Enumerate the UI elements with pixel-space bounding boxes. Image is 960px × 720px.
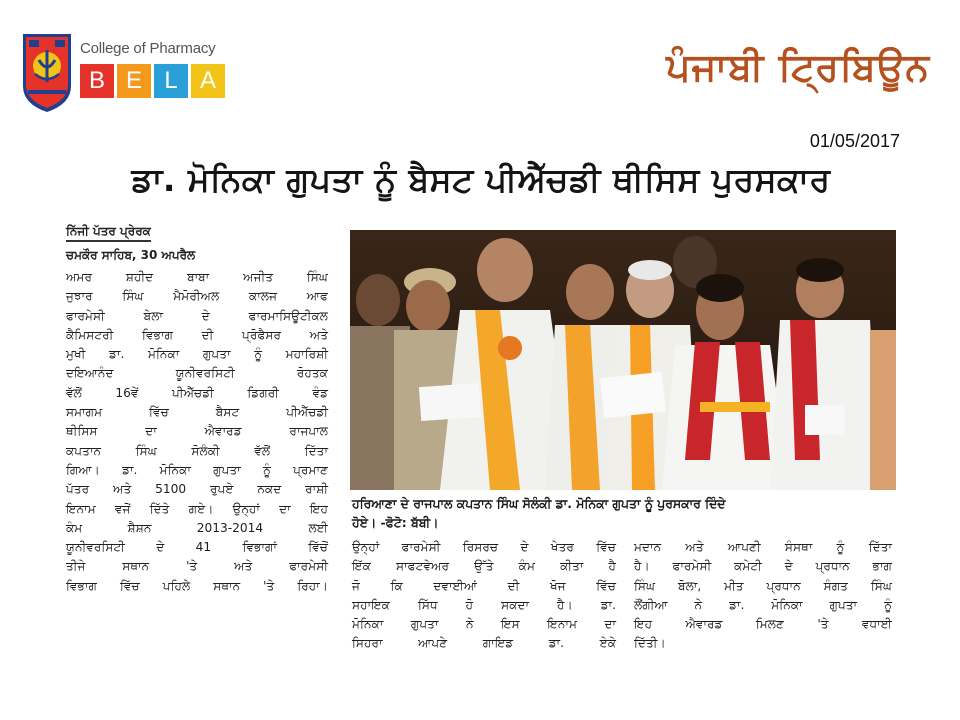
text-line: ਕਪਤਾਨ ਸਿੰਘ ਸੋਲੰਕੀ ਵੱਲੋਂ ਦਿੱਤਾ: [66, 443, 328, 458]
article-column-2: [352, 538, 616, 654]
text-line: ਸਹਾਇਕ ਸਿੱਧ ਹੋ ਸਕਦਾ ਹੈ। ਡਾ.: [352, 597, 616, 612]
text-line: ਪੱਤਰ ਅਤੇ 5100 ਰੁਪਏ ਨਕਦ ਰਾਸ਼ੀ: [66, 482, 328, 497]
text-line: ਉਨ੍ਹਾਂ ਫਾਰਮੇਸੀ ਰਿਸਰਚ ਦੇ ਖੇਤਰ ਵਿੱਚ: [352, 540, 616, 554]
caption-line: ਹੋਏ। -ਫੋਟੋ: ਬੱਬੀ।: [352, 515, 439, 530]
text-line: ਸਿੰਘ ਬੋਲਾ, ਮੀਤ ਪ੍ਰਧਾਨ ਸੰਗਤ ਸਿੰਘ: [634, 578, 892, 593]
text-line: ਮੋਨਿਕਾ ਗੁਪਤਾ ਨੇ ਇਸ ਇਨਾਮ ਦਾ: [352, 617, 616, 632]
article-byline: ਨਿੱਜੀ ਪੱਤਰ ਪ੍ਰੇਰਕ: [66, 224, 151, 242]
article-column-1: [66, 268, 328, 596]
text-line: ਥੀਸਿਸ ਦਾ ਐਵਾਰਡ ਰਾਜਪਾਲ: [66, 424, 328, 439]
caption-line: ਹਰਿਆਣਾ ਦੇ ਰਾਜਪਾਲ ਕਪਤਾਨ ਸਿੰਘ ਸੋਲੰਕੀ ਡਾ. ਮੋਨਿਕਾ ਗੁਪਤਾ ਨੂੰ ਪੁਰਸਕਾਰ ਦਿੰਦੇ: [352, 496, 726, 511]
college-crest-icon: [20, 30, 74, 114]
text-line: ਸਮਾਗਮ ਵਿੱਚ ਬੈਸਟ ਪੀਐੱਚਡੀ: [66, 405, 328, 420]
article-headline: ਡਾ. ਮੋਨਿਕਾ ਗੁਪਤਾ ਨੂੰ ਬੈਸਟ ਪੀਐੱਚਡੀ ਥੀਸਿਸ ਪੁਰਸਕਾਰ: [131, 160, 831, 199]
article-dateline: ਚਮਕੌਰ ਸਾਹਿਬ, 30 ਅਪਰੈਲ: [66, 248, 196, 262]
text-line: ਗਿਆ। ਡਾ. ਮੋਨਿਕਾ ਗੁਪਤਾ ਨੂੰ ਪ੍ਰਮਾਣ: [66, 462, 328, 477]
bela-letter: E: [117, 64, 151, 98]
text-line: ਵੱਲੋਂ 16ਵੇਂ ਪੀਐੱਚਡੀ ਡਿਗਰੀ ਵੰਡ: [66, 385, 328, 400]
bela-letter: B: [80, 64, 114, 98]
text-line: ਦਇਆਨੰਦ ਯੂਨੀਵਰਸਿਟੀ ਰੋਹਤਕ: [66, 366, 328, 381]
text-line: ਮੁਖੀ ਡਾ. ਮੋਨਿਕਾ ਗੁਪਤਾ ਨੂੰ ਮਹਾਰਿਸ਼ੀ: [66, 347, 328, 362]
text-line: ਕੰਮ ਸ਼ੈਸ਼ਨ 2013-2014 ਲਈ: [66, 520, 328, 535]
text-line: ਹੈ। ਫਾਰਮੇਸੀ ਕਮੇਟੀ ਦੇ ਪ੍ਰਧਾਨ ਭਾਗ: [634, 559, 892, 574]
text-line: ਇਨਾਮ ਵਜੋਂ ਦਿੱਤੇ ਗਏ। ਉਨ੍ਹਾਂ ਦਾ ਇਹ: [66, 501, 328, 516]
bela-letter: A: [191, 64, 225, 98]
text-line: ਲੌਂਗੀਆ ਨੇ ਡਾ. ਮੋਨਿਕਾ ਗੁਪਤਾ ਨੂੰ: [634, 597, 892, 612]
text-line: ਜੋ ਕਿ ਦਵਾਈਆਂ ਦੀ ਖੋਜ ਵਿੱਚ: [352, 578, 616, 593]
college-logo: [20, 30, 235, 114]
photo-illustration: [350, 230, 896, 490]
newspaper-clipping: [66, 160, 896, 680]
text-line: ਮਦਾਨ ਅਤੇ ਆਪਣੀ ਸੰਸਥਾ ਨੂੰ ਦਿੱਤਾ: [634, 540, 892, 554]
clipping-date: 01/05/2017: [809, 131, 900, 151]
article-column-3: [634, 538, 892, 654]
text-line: ਅਮਰ ਸ਼ਹੀਦ ਬਾਬਾ ਅਜੀਤ ਸਿੰਘ: [66, 270, 328, 284]
newspaper-masthead: ਪੰਜਾਬੀ ਟ੍ਰਿਬਿਊਨ: [666, 44, 930, 89]
college-name: College of Pharmacy: [80, 40, 216, 57]
text-line: ਜੁਝਾਰ ਸਿੰਘ ਮੈਮੋਰੀਅਲ ਕਾਲਜ ਆਫ: [66, 289, 328, 304]
bela-wordmark: [80, 64, 225, 98]
text-line: ਸਿਹਰਾ ਆਪਣੇ ਗਾਇਡ ਡਾ. ਏਕੇ: [352, 636, 616, 651]
bela-letter: L: [154, 64, 188, 98]
text-line: ਕੈਮਿਸਟਰੀ ਵਿਭਾਗ ਦੀ ਪ੍ਰੋਫੈਸਰ ਅਤੇ: [66, 327, 328, 342]
text-line: ਯੂਨੀਵਰਸਿਟੀ ਦੇ 41 ਵਿਭਾਗਾਂ ਵਿੱਚੋਂ: [66, 540, 328, 555]
text-line: ਵਿਭਾਗ ਵਿੱਚ ਪਹਿਲੇ ਸਥਾਨ 'ਤੇ ਰਿਹਾ।: [66, 578, 328, 593]
text-line: ਫਾਰਮੇਸੀ ਬੇਲਾ ਦੇ ਫਾਰਮਾਸਿਊਟੀਕਲ: [66, 308, 328, 323]
text-line: ਇਹ ਐਵਾਰਡ ਮਿਲਣ 'ਤੇ ਵਧਾਈ: [634, 617, 892, 632]
photo-caption: [352, 494, 892, 532]
text-line: ਤੀਜੇ ਸਥਾਨ 'ਤੇ ਅਤੇ ਫਾਰਮੇਸੀ: [66, 559, 328, 574]
text-line: ਦਿੱਤੀ।: [634, 636, 666, 651]
text-line: ਇੱਕ ਸਾਫਟਵੇਅਰ ਉੱਤੇ ਕੰਮ ਕੀਤਾ ਹੈ: [352, 559, 616, 574]
award-ceremony-photo: [350, 230, 896, 490]
